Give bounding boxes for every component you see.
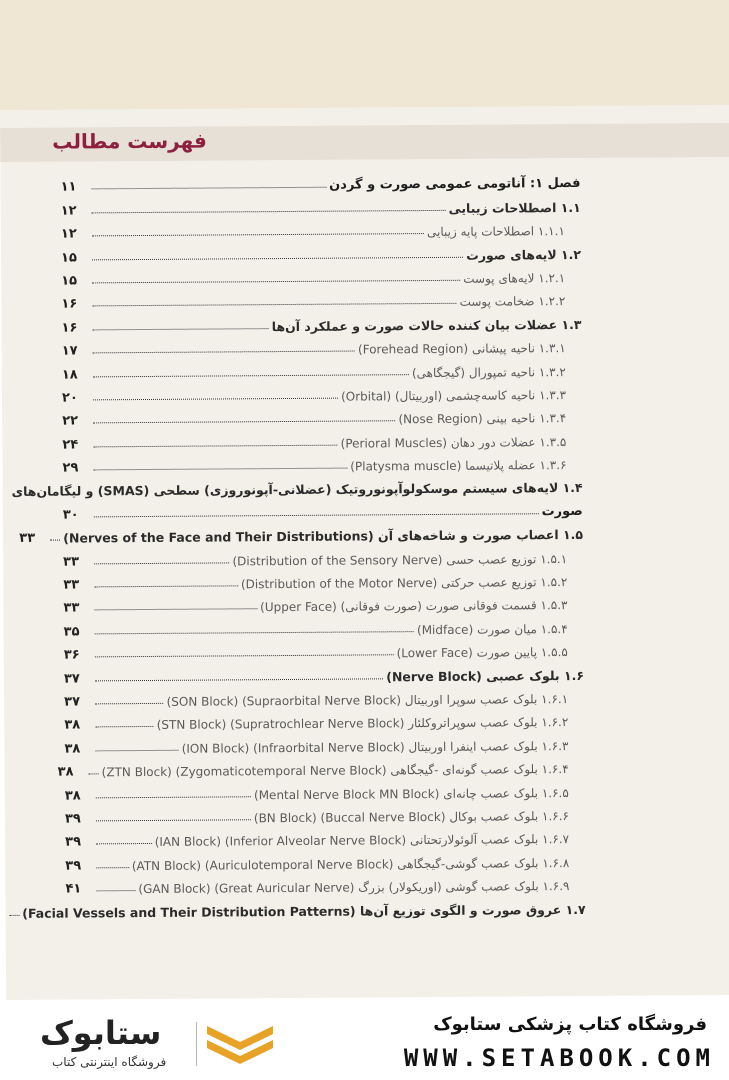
toc-entry-page: ۱۶: [61, 296, 78, 312]
toc-entry-page: ۱۷: [61, 343, 78, 359]
toc-entry-page: ۳۰: [62, 507, 79, 523]
dot-leader: [96, 867, 129, 868]
toc-entry-page: ۳۶: [63, 647, 80, 663]
toc-entry-title: ۱.۴ لایه‌های سیستم موسکولوآپونوروتیک (عضلانی-آپونوروزی) سطحی (SMAS) و لیگامان‌های: [11, 480, 583, 500]
dot-leader: [95, 703, 163, 704]
toc-entry-title: ۱.۳.۴ ناحیه بینی (Nose Region): [398, 411, 567, 427]
toc-entry-title: ۱.۲ لایه‌های صورت: [466, 246, 582, 263]
dot-leader: [96, 796, 251, 798]
dot-leader: [93, 444, 337, 447]
dot-leader: [96, 890, 135, 891]
dot-leader: [93, 328, 269, 330]
toc-entry-page: ۱۵: [61, 273, 78, 289]
page-title: فهرست مطالب: [52, 128, 207, 154]
top-background: [0, 0, 729, 120]
dot-leader: [94, 562, 229, 564]
toc-entry-page: ۳۵: [63, 624, 80, 640]
dot-leader: [92, 256, 463, 260]
toc-entry-title: ۱.۶.۵ بلوک عصب چانه‌ای (Mental Nerve Block MN Block): [253, 785, 569, 802]
dot-leader: [94, 585, 238, 587]
toc-entry-title: ۱.۵.۳ قسمت فوقانی صورت (صورت فوقانی) (Upper Face): [260, 598, 568, 615]
toc-entry-title: ۱.۳.۶ عضله پلاتیسما (Platysma muscle): [350, 458, 567, 474]
toc-entry-title: ۱.۵.۲ توزیع عصب حرکتی (Distribution of the Motor Nerve): [240, 575, 568, 592]
toc-entry-page: ۳۹: [64, 811, 81, 827]
toc-entry-title: صورت: [541, 503, 583, 520]
toc-entry-title: ۱.۵.۵ پایین صورت (Lower Face): [396, 645, 568, 661]
logo-wordmark: ستابوک: [40, 1014, 162, 1052]
toc-entry-page: ۳۸: [64, 741, 81, 757]
store-name: فروشگاه کتاب پزشکی ستابوک: [433, 1014, 707, 1035]
toc-entry-title: ۱.۱.۱ اصطلاحات پایه زیبایی: [426, 224, 565, 240]
toc-entry-page: ۳۷: [64, 694, 81, 710]
dot-leader: [92, 187, 327, 190]
toc-entry-page: ۳۳: [63, 577, 80, 593]
toc-entry-title: ۱.۳ عضلات بیان کننده حالات صورت و عملکرد آن‌ها: [271, 316, 582, 334]
toc-entry-title: ۱.۳.۵ عضلات دور دهان (Perioral Muscles): [340, 434, 567, 451]
toc-entry-title: فصل ۱: آناتومی عمومی صورت و گردن: [329, 176, 581, 194]
logo-subtitle: فروشگاه اینترنتی کتاب: [52, 1055, 167, 1069]
setabook-logo-icon: [205, 1020, 275, 1068]
toc-entry-page: [0, 905, 6, 920]
dot-leader: [96, 819, 251, 821]
toc-entry-page: ۱۵: [60, 250, 77, 266]
toc-entry-page: ۳۳: [19, 531, 36, 547]
toc-entry-page: ۲۴: [62, 437, 79, 453]
dot-leader: [95, 654, 394, 657]
dot-leader: [95, 631, 414, 634]
toc-entry-title: ۱.۶.۴ بلوک عصب گونه‌ای -گیجگاهی (Zygomaticotemporal Nerve Block) (ZTN Block): [101, 762, 569, 780]
dot-leader: [92, 210, 446, 213]
toc-entry-page: ۳۳: [63, 600, 80, 616]
toc-entry-page: ۳۸: [64, 717, 81, 733]
book-page: [0, 105, 729, 1000]
toc-entry-title: ۱.۶.۹ بلوک عصب گوشی (اوریکولار) بزرگ (Great Auricular Nerve) (GAN Block): [138, 879, 570, 897]
logo-divider: [196, 1022, 197, 1066]
toc-entry-title: ۱.۵.۱ توزیع عصب حسی (Distribution of the Sensory Nerve): [232, 551, 568, 569]
store-footer: [0, 1000, 729, 1080]
store-url[interactable]: WWW.SETABOOK.COM: [403, 1044, 715, 1072]
toc-entry-page: ۳۹: [65, 834, 82, 850]
toc-entry-page: ۳۸: [64, 788, 81, 804]
dot-leader: [93, 374, 409, 377]
dot-leader: [50, 540, 60, 541]
dot-leader: [95, 726, 153, 727]
toc-entry-title: ۱.۶.۳ بلوک عصب اینفرا اوربیتال (Infraorbital Nerve Block) (ION Block): [181, 738, 569, 756]
toc-entry-title: ۱.۶.۱ بلوک عصب سوپرا اوربیتال (Supraorbital Nerve Block) (SON Block): [166, 692, 569, 709]
toc-entry-title: ۱.۳.۳ ناحیه کاسه‌چشمی (اوربیتال) (Orbital): [340, 387, 567, 404]
toc-entry-title: ۱.۶.۷ بلوک عصب آلوئولارتحتانی (Inferior Alveolar Nerve Block) (IAN Block): [154, 832, 570, 850]
toc-entry-title: ۱.۱ اصطلاحات زیبایی: [448, 199, 581, 216]
toc-entry-page: ۴۱: [65, 881, 82, 897]
toc-entry-page: ۲۹: [62, 460, 79, 476]
dot-leader: [92, 303, 456, 307]
dot-leader: [94, 513, 539, 517]
toc-entry-page: ۲۲: [62, 413, 79, 429]
toc-entry-page: ۱۱: [60, 179, 77, 195]
toc-entry-title: ۱.۶.۸ بلوک عصب گوشی-گیجگاهی (Auriculotemporal Nerve Block) (ATN Block): [131, 855, 570, 873]
toc-entry-title: ۱.۲.۲ ضخامت پوست: [459, 294, 566, 310]
dot-leader: [94, 609, 257, 611]
dot-leader: [96, 843, 152, 844]
toc-entry-title: ۱.۳.۱ ناحیه پیشانی (Forehead Region): [357, 341, 566, 357]
toc-entry-title: ۱.۳.۲ ناحیه تمپورال (گیجگاهی): [411, 364, 566, 380]
toc-entry: [22, 893, 586, 921]
toc-entry-page: ۱۲: [60, 203, 77, 219]
dot-leader: [95, 750, 178, 752]
toc-entry-title: ۱.۷ عروق صورت و الگوی توزیع آن‌ها (Facial Vessels and Their Distribution Patterns): [22, 901, 586, 921]
dot-leader: [94, 468, 348, 471]
toc-entry-page: ۲۰: [61, 390, 78, 406]
toc-entry-page: ۳۳: [63, 554, 80, 570]
toc-entry-page: ۳۸: [57, 764, 74, 780]
toc-entry-title: ۱.۵ اعصاب صورت و شاخه‌های آن (Nerves of the Face and Their Distributions): [63, 527, 584, 546]
dot-leader: [93, 398, 338, 401]
toc-entry-title: ۱.۵.۴ میان صورت (Midface): [416, 621, 568, 637]
dot-leader: [93, 351, 355, 354]
toc-entry-page: ۱۸: [61, 366, 78, 383]
toc-entry-title: ۱.۶.۶ بلوک عصب بوکال (Buccal Nerve Block) (BN Block): [253, 808, 569, 826]
toc-entry-title: ۱.۶ بلوک عصبی (Nerve Block): [386, 667, 585, 684]
toc-entry-title: ۱.۶.۲ بلوک عصب سوپراتروکلئار (Supratrochlear Nerve Block) (STN Block): [156, 715, 569, 733]
toc-entry-page: ۱۶: [61, 320, 78, 336]
dot-leader: [9, 914, 19, 915]
dot-leader: [89, 773, 99, 774]
toc-entry-page: ۳۹: [65, 858, 82, 874]
table-of-contents: [11, 168, 586, 921]
toc-entry-page: ۱۲: [60, 226, 77, 242]
dot-leader: [95, 678, 383, 681]
toc-entry-page: ۳۷: [63, 671, 80, 687]
dot-leader: [92, 280, 460, 284]
toc-entry-title: ۱.۲.۱ لایه‌های پوست: [463, 271, 566, 286]
dot-leader: [92, 233, 424, 236]
dot-leader: [93, 421, 395, 424]
